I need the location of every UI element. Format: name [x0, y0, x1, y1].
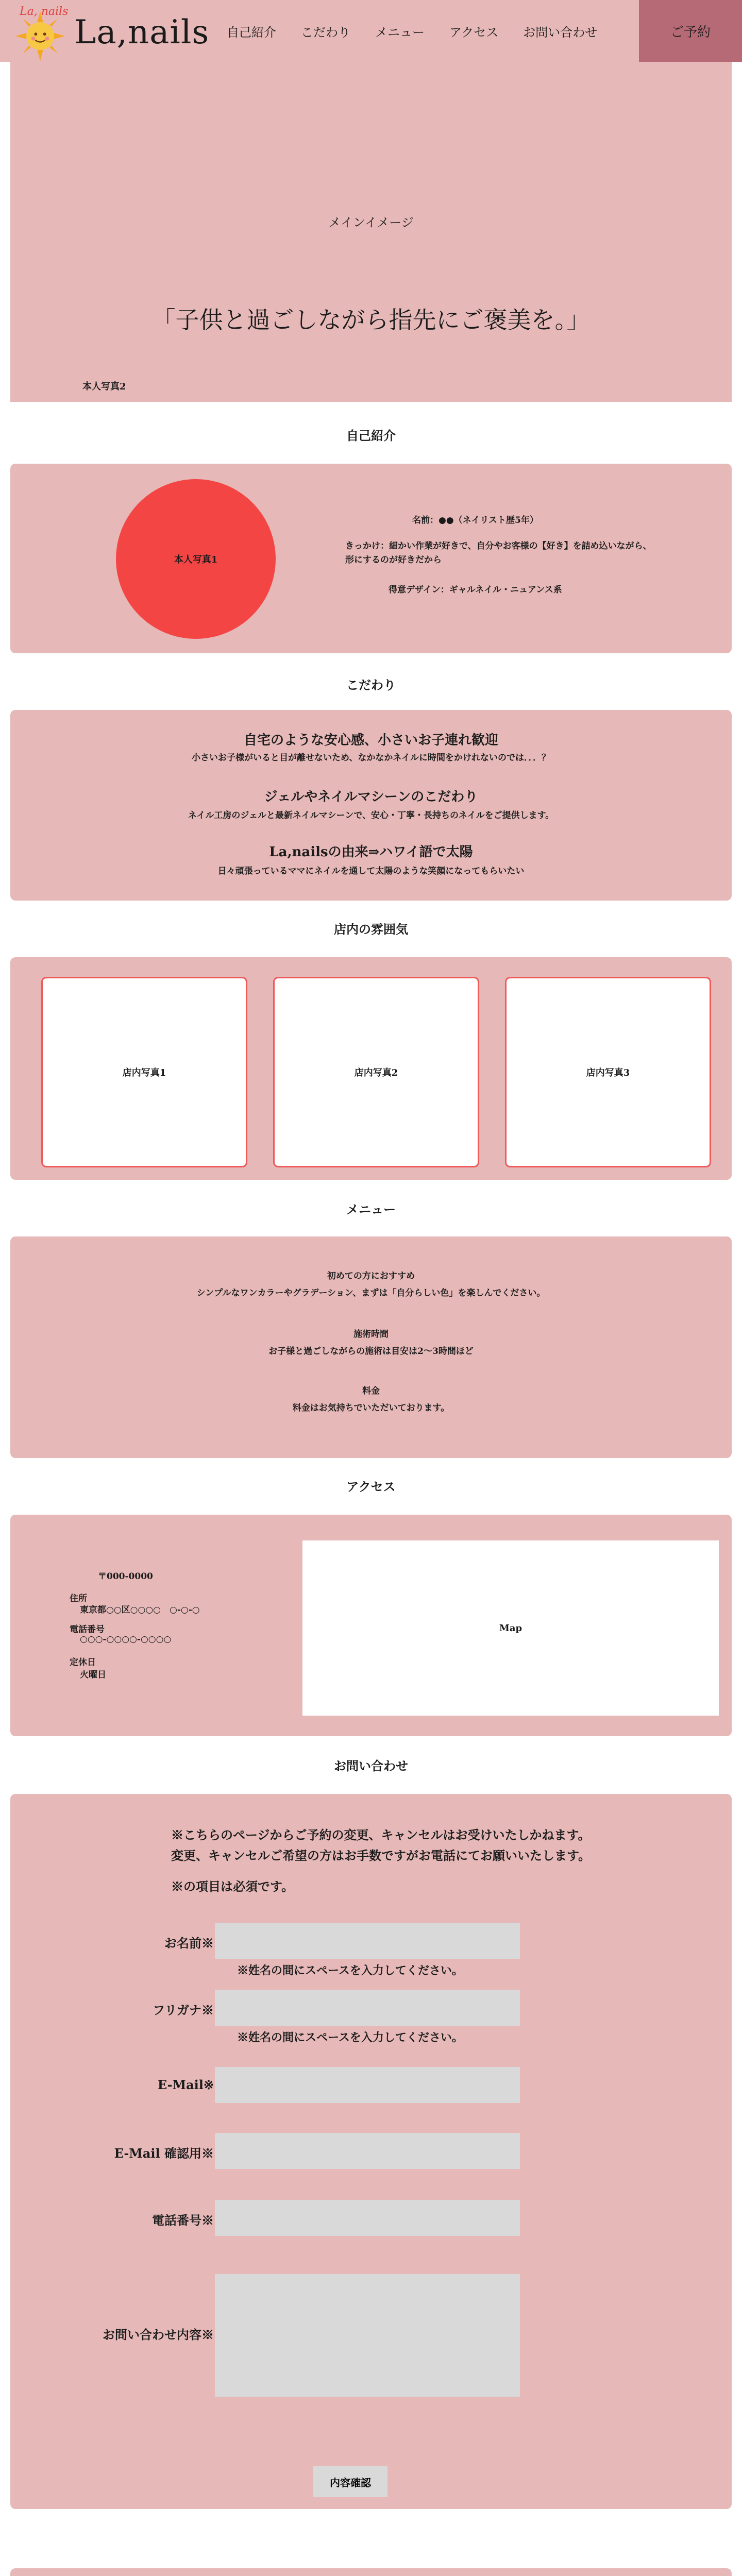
store-photo-2: 店内写真2 — [273, 977, 479, 1167]
access-holiday-label: 定休日 — [70, 1657, 96, 1668]
kodawari-head-2: ジェルやネイルマシーンのこだわり — [264, 789, 478, 805]
profile-story-2: 形にするのが好きだから — [345, 555, 442, 565]
profile-card — [10, 464, 732, 653]
access-title: アクセス — [346, 1479, 396, 1494]
nav-access[interactable]: アクセス — [449, 25, 499, 40]
store-photo-3: 店内写真3 — [505, 977, 711, 1167]
logo[interactable] — [12, 4, 218, 56]
profile-photo: 本人写真1 — [116, 479, 276, 639]
nav-contact[interactable]: お問い合わせ — [523, 25, 598, 40]
access-address-label: 住所 — [70, 1594, 87, 1604]
email-confirm-input[interactable] — [215, 2133, 520, 2169]
kodawari-body-2: ネイル工房のジェルと最新ネイルマシーンで、安心・丁寧・長持ちのネイルをご提供します。 — [188, 810, 554, 821]
logo-text: La,nails — [74, 13, 210, 52]
name-label: お名前※ — [164, 1936, 214, 1951]
menu-line-4: お子様と過ごしながらの施術は目安は2～3時間ほど — [268, 1346, 474, 1357]
reservation-banner[interactable] — [10, 2568, 732, 2576]
menu-line-2: シンプルなワンカラーやグラデーション、まずは「自分らしい色」を楽しんでください。 — [196, 1288, 546, 1298]
store-title: 店内の雰囲気 — [334, 922, 408, 937]
inquiry-label: お問い合わせ内容※ — [103, 2327, 214, 2342]
store-card — [10, 957, 732, 1180]
furigana-label: フリガナ※ — [153, 2003, 214, 2018]
access-card — [10, 1515, 732, 1736]
kodawari-body-3: 日々頑張っているママにネイルを通して太陽のような笑顔になってもらいたい — [217, 866, 525, 876]
store-photo-1: 店内写真1 — [41, 977, 247, 1167]
reserve-button[interactable]: ご予約 — [639, 0, 742, 62]
access-phone: ○○○-○○○○-○○○○ — [80, 1634, 172, 1645]
site-header — [0, 0, 742, 62]
menu-card — [10, 1236, 732, 1458]
menu-line-5: 料金 — [362, 1386, 380, 1396]
main-image-label: メインイメージ — [328, 215, 414, 230]
kodawari-card — [10, 710, 732, 901]
name-input[interactable] — [215, 1923, 520, 1959]
confirm-button[interactable]: 内容確認 — [313, 2466, 387, 2497]
email-label: E-Mail※ — [157, 2077, 214, 2092]
inquiry-textarea[interactable] — [215, 2274, 520, 2397]
menu-line-3: 施術時間 — [353, 1329, 389, 1340]
main-nav — [216, 0, 622, 62]
logo-small-text: La, nails — [20, 5, 69, 18]
contact-note-2: 変更、キャンセルご希望の方はお手数ですがお電話にてお願いいたします。 — [171, 1848, 591, 1863]
email-confirm-label: E-Mail 確認用※ — [114, 2146, 214, 2161]
contact-title: お問い合わせ — [334, 1758, 408, 1773]
kodawari-body-1: 小さいお子様がいると目が離せないため、なかなかネイルに時間をかけれないのでは．．．？ — [192, 753, 550, 763]
contact-note-1: ※こちらのページからご予約の変更、キャンセルはお受けいたしかねます。 — [171, 1827, 591, 1842]
access-holiday: 火曜日 — [80, 1670, 106, 1680]
kodawari-head-1: 自宅のような安心感、小さいお子連れ歓迎 — [243, 733, 498, 748]
menu-line-6: 料金はお気持ちでいただいております。 — [292, 1403, 450, 1413]
nav-menu[interactable]: メニュー — [375, 25, 425, 40]
access-phone-label: 電話番号 — [70, 1624, 105, 1635]
sun-icon — [15, 11, 65, 61]
profile-specialty: 得意デザイン：ギャルネイル・ニュアンス系 — [389, 585, 562, 595]
nav-profile[interactable]: 自己紹介 — [227, 25, 276, 40]
furigana-input[interactable] — [215, 1990, 520, 2026]
hero-catchphrase: 「子供と過ごしながら指先にご褒美を。」 — [151, 306, 591, 334]
furigana-hint: ※姓名の間にスペースを入力してください。 — [237, 2031, 463, 2044]
phone-label: 電話番号※ — [152, 2213, 214, 2228]
contact-card — [10, 1794, 732, 2509]
kodawari-title: こだわり — [346, 677, 396, 692]
access-postal: 〒000-0000 — [98, 1571, 153, 1582]
map[interactable]: Map — [302, 1540, 719, 1716]
menu-line-1: 初めての方におすすめ — [327, 1271, 415, 1281]
name-hint: ※姓名の間にスペースを入力してください。 — [237, 1964, 463, 1977]
phone-input[interactable] — [215, 2200, 520, 2236]
kodawari-head-3: La,nailsの由来⇒ハワイ語で太陽 — [269, 844, 473, 860]
menu-title: メニュー — [346, 1202, 396, 1217]
access-address: 東京都○○区○○○○ ○-○-○ — [80, 1605, 200, 1615]
profile-title: 自己紹介 — [346, 428, 396, 443]
email-input[interactable] — [215, 2067, 520, 2103]
profile-name: 名前：●●（ネイリスト歴5年） — [412, 515, 538, 526]
profile-story-1: きっかけ：細かい作業が好きで、自分やお客様の【好き】を詰め込いながら、 — [345, 541, 652, 551]
photo2-label: 本人写真2 — [82, 381, 126, 392]
nav-kodawari[interactable]: こだわり — [301, 25, 350, 40]
contact-required-note: ※の項目は必須です。 — [171, 1879, 294, 1894]
